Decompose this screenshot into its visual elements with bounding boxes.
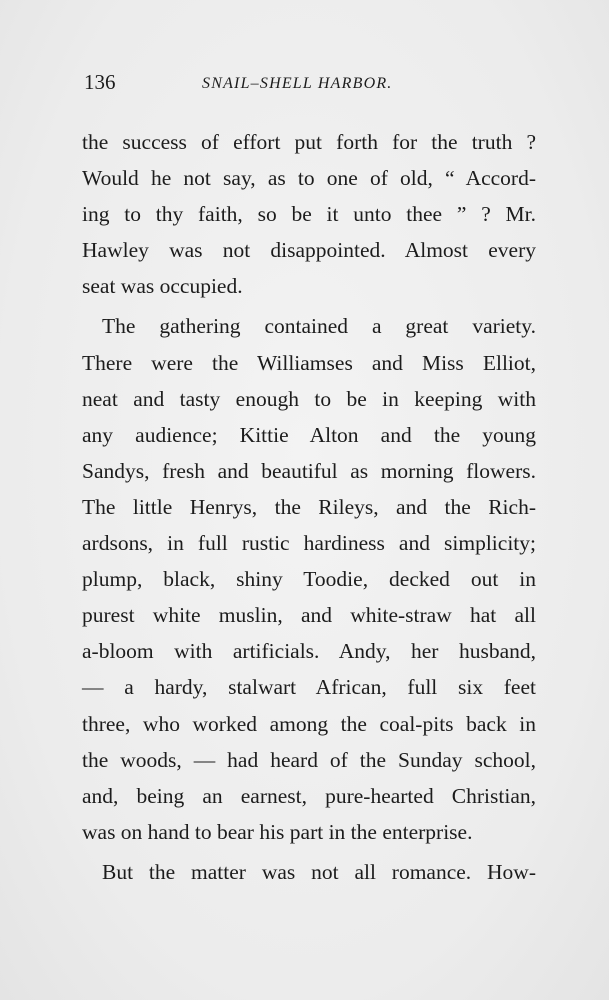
text-line: But the matter was not all romance. How- <box>102 859 536 884</box>
paragraph-3 <box>82 854 536 890</box>
text-line: There were the Williamses and Miss Elliot, <box>82 350 536 375</box>
text-line: the woods, — had heard of the Sunday school, <box>82 747 536 772</box>
running-title: SNAIL–SHELL HARBOR. <box>202 75 393 92</box>
text-line: plump, black, shiny Toodie, decked out in <box>82 567 536 592</box>
text-line: The gathering contained a great variety. <box>102 314 536 339</box>
text-line: Hawley was not disappointed. Almost every <box>82 238 536 263</box>
text-line: Would he not say, as to one of old, “ Accord- <box>82 166 536 191</box>
text-line: ardsons, in full rustic hardiness and simplicity; <box>82 531 536 556</box>
text-line: — a hardy, stalwart African, full six feet <box>82 675 536 700</box>
text-line: ing to thy faith, so be it unto thee ” ? Mr. <box>82 202 536 227</box>
text-line: Sandys, fresh and beautiful as morning flowers. <box>82 458 536 483</box>
text-line: the success of effort put forth for the truth ? <box>82 130 536 154</box>
text-line: purest white muslin, and white-straw hat all <box>82 603 536 628</box>
paragraph-1 <box>82 124 536 304</box>
text-line: any audience; Kittie Alton and the young <box>82 422 536 447</box>
body-text <box>82 124 536 890</box>
text-line: three, who worked among the coal-pits back in <box>82 711 536 736</box>
text-line: seat was occupied. <box>82 274 243 299</box>
running-head <box>84 70 532 100</box>
text-line: a-bloom with artificials. Andy, her husband, <box>82 639 536 664</box>
text-line: was on hand to bear his part in the enterprise. <box>82 819 473 844</box>
text-line: The little Henrys, the Rileys, and the Rich- <box>82 494 536 519</box>
text-line: and, being an earnest, pure-hearted Christian, <box>82 783 536 808</box>
page-number: 136 <box>84 70 116 94</box>
text-line: neat and tasty enough to be in keeping with <box>82 386 536 411</box>
paragraph-2 <box>82 308 536 849</box>
